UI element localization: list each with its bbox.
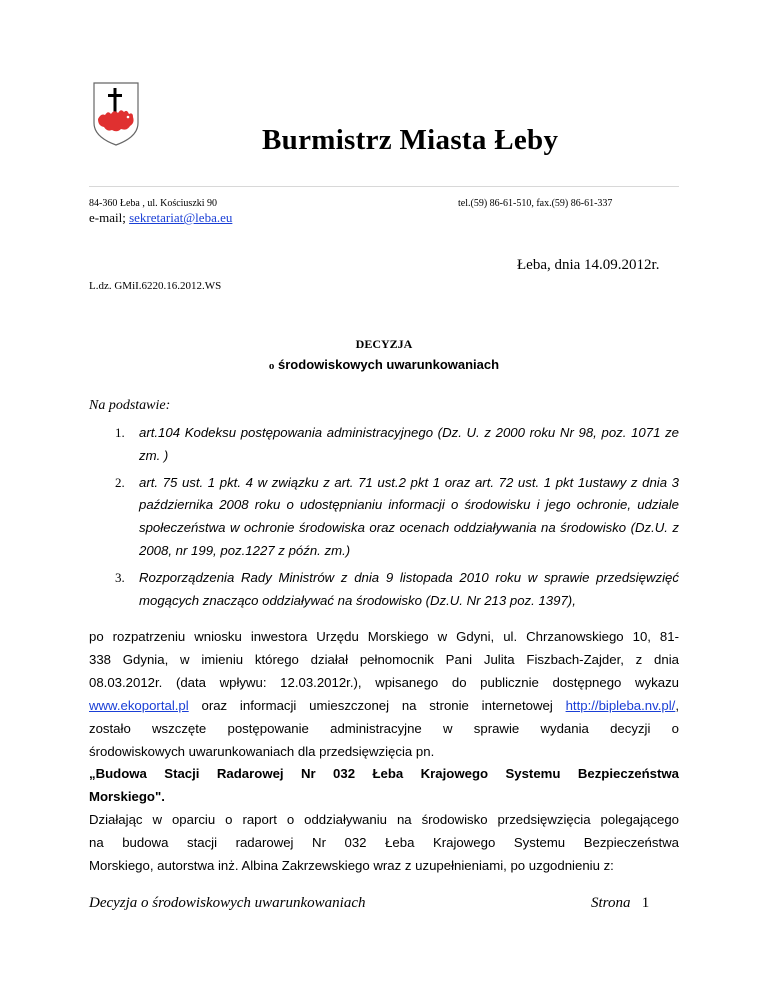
header-divider [89, 186, 679, 187]
coat-of-arms-icon [89, 79, 143, 147]
basis-item-number: 3. [115, 569, 125, 585]
basis-item [89, 567, 679, 613]
basis-item [89, 472, 679, 563]
body-line: po rozpatrzeniu wniosku inwestora Urzędu Morskiego w Gdyni, ul. Chrzanowskiego 10, 81- [89, 629, 679, 644]
body-line: zostało wszczęte postępowanie administracyjne w sprawie wydania decyzji o [89, 720, 679, 736]
bip-link[interactable]: http://bipleba.nv.pl/ [565, 697, 676, 713]
basis-item-text: art. 75 ust. 1 pkt. 4 w związku z art. 71 ust.2 pkt 1 oraz art. 72 ust. 1 pkt 1ustawy z dnia 3 października 2008 roku o udostępnianiu informacji o środowisku i jego ochronie, udziale społeczeństwa w ochronie środowiska oraz ocenach oddziaływania na środowisko (Dz.U. z 2008, nr 199, poz.1227 z późn. zm.) [139, 474, 679, 558]
page-number: 1 [641, 895, 650, 911]
basis-item [89, 422, 679, 468]
project-name-end: Morskiego". [89, 789, 165, 805]
footer-title: Decyzja o środowiskowych uwarunkowaniach [89, 895, 366, 911]
basis-item-number: 2. [115, 474, 125, 490]
body-line: na budowa stacji radarowej Nr 032 Łeba Krajowego Systemu Bezpieczeństwa [89, 835, 679, 851]
body-text: oraz informacji umieszczonej na stronie internetowej [188, 697, 566, 713]
reference-number: L.dz. GMiI.6220.16.2012.WS [89, 280, 222, 292]
subtitle-text: środowiskowych uwarunkowaniach [274, 357, 500, 372]
page-title: Burmistrz Miasta Łeby [262, 124, 559, 156]
page-indicator [591, 895, 649, 912]
body-line: środowiskowych uwarunkowaniach dla przedsięwzięcia pn. [89, 743, 435, 759]
body-line: 338 Gdynia, w imieniu którego działał pełnomocnik Pani Julita Fiszbach-Zajder, z dnia [89, 651, 679, 667]
subtitle-prefix: o [268, 360, 275, 372]
email-line [89, 210, 232, 226]
body-line: Działając w oparciu o raport o oddziaływaniu na środowisko przedsięwzięcia polegającego [89, 812, 679, 828]
body-line: Morskiego, autorstwa inż. Albina Zakrzewskiego wraz z uzupełnieniami, po uzgodnieniu z: [89, 858, 614, 874]
page-label: Strona [591, 895, 631, 911]
body-line: 08.03.2012r. (data wpływu: 12.03.2012r.), wpisanego do publicznie dostępnego wykazu [89, 674, 679, 690]
office-phone: tel.(59) 86-61-510, fax.(59) 86-61-337 [458, 198, 613, 209]
decision-subtitle [0, 357, 768, 373]
basis-label: Na podstawie: [89, 398, 171, 413]
email-label: e-mail; [89, 210, 130, 225]
office-address: 84-360 Łeba , ul. Kościuszki 90 [89, 198, 218, 209]
basis-item-text: Rozporządzenia Rady Ministrów z dnia 9 listopada 2010 roku w sprawie przedsięwzięć mogących znacząco oddziaływać na środowisko (Dz.U. Nr 213 poz. 1397), [139, 569, 679, 608]
decision-heading: DECYZJA [355, 337, 413, 351]
basis-item-number: 1. [115, 425, 125, 440]
body-text: , [675, 697, 679, 713]
project-name: „Budowa Stacji Radarowej Nr 032 Łeba Krajowego Systemu Bezpieczeństwa [89, 766, 679, 782]
ekoportal-link[interactable]: www.ekoportal.pl [89, 697, 189, 713]
basis-item-text: art.104 Kodeksu postępowania administracyjnego (Dz. U. z 2000 roku Nr 98, poz. 1071 ze zm. ) [139, 425, 679, 463]
body-line-links [89, 695, 679, 718]
basis-list [89, 422, 679, 616]
email-link[interactable]: sekretariat@leba.eu [129, 210, 233, 225]
document-date: Łeba, dnia 14.09.2012r. [517, 257, 660, 273]
decision-body [89, 626, 679, 878]
